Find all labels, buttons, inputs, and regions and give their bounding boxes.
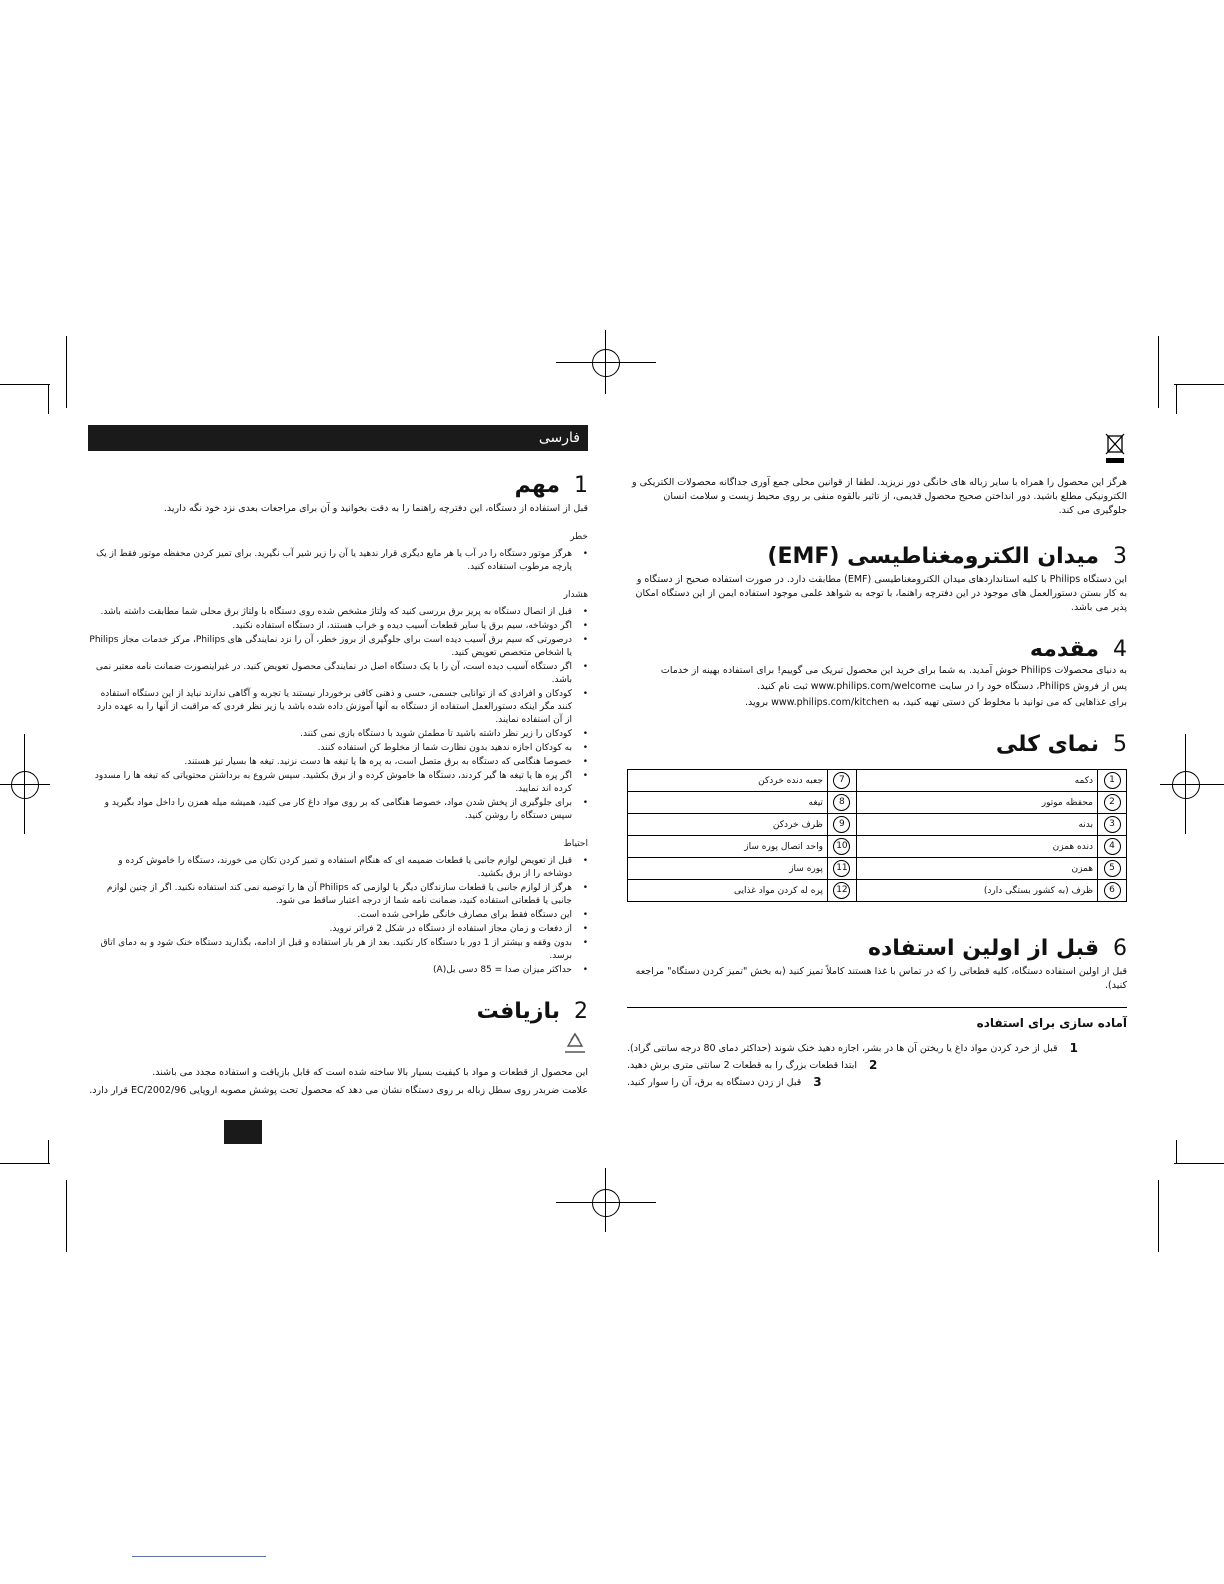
page-number-box: [224, 1120, 262, 1144]
list-item: • کودکان و افرادی که از توانایی جسمی، حسی و ذهنی کافی برخوردار نیستند یا تجربه و آگاهی ندارند نباید از این دستگاه استفاده کنند مگر اینکه دستورالعمل استفاده از دستگاه به آنها آموزش داده شده باشد یا زیر نظر فردی که مراقبت از آنها را به عهده دارد از آن استفاده نمایند.: [88, 688, 572, 727]
section-number: 1: [574, 473, 588, 498]
warning-list: [88, 606, 588, 823]
part-number: 1: [1104, 772, 1121, 789]
intro-line: برای غذاهایی که می توانید با مخلوط کن دستی تهیه کنید، به www.philips.com/kitchen بروید.: [745, 697, 1127, 708]
recycle-paragraph-2: علامت ضربدر روی سطل زباله بر روی دستگاه نشان می دهد که محصول تحت پوشش مصوبه اروپایی EC/2002/96 قرار دارد.: [89, 1085, 588, 1096]
section-2-heading: [88, 999, 588, 1024]
part-number: 7: [833, 772, 850, 789]
crop-mark: [48, 384, 49, 414]
part-number: 2: [1104, 794, 1121, 811]
weee-bin-icon: [1103, 430, 1127, 464]
first-use-paragraph: قبل از اولین استفاده دستگاه، کلیه قطعاتی را که در تماس با غذا هستند کاملاً تمیز کنید (به بخش "تمیز کردن دستگاه" مراجعه کنید).: [635, 966, 1127, 991]
section-6-heading: [627, 936, 1127, 961]
list-item: • به کودکان اجازه ندهید بدون نظارت شما از مخلوط کن استفاده کنند.: [88, 742, 572, 755]
part-number-cell: [827, 836, 856, 858]
part-number: 12: [833, 882, 850, 899]
section-5-heading: [627, 732, 1127, 757]
table-row: [628, 792, 1127, 814]
bottom-blue-line: [132, 1556, 266, 1557]
part-number: 3: [1104, 816, 1121, 833]
section-number: 4: [1113, 637, 1127, 662]
crop-mark: [1174, 1163, 1224, 1164]
emf-paragraph: این دستگاه Philips با کلیه استانداردهای میدان الکترومغناطیسی (EMF) مطابقت دارد. در صورت استفاده صحیح از دستگاه و به کار بستن دستورالعمل های موجود در این دفترچه راهنما، با توجه به شواهد علمی موجود استفاده ایمن از این دستگاه امکان پذیر می باشد.: [635, 574, 1127, 613]
list-item: • بدون وقفه و بیشتر از 1 دور با دستگاه کار نکنید. بعد از هر بار استفاده و قبل از ادامه، بگذارید دستگاه خنک شود و به دمای اتاق برسد.: [88, 937, 572, 963]
section-number: 2: [574, 999, 588, 1024]
part-number-cell: [1098, 814, 1127, 836]
weee-icon-wrap: [627, 430, 1127, 466]
part-number-cell: [827, 814, 856, 836]
part-label: همزن: [1071, 863, 1093, 874]
step-text: قبل از خرد کردن مواد داغ یا ریختن آن ها در بشر، اجازه دهید خنک شوند (حداکثر دمای 80 درجه سانتی گراد).: [627, 1043, 1058, 1054]
part-label: دکمه: [1074, 775, 1093, 786]
part-number-cell: [827, 858, 856, 880]
intro-line: پس از فروش Philips، دستگاه خود را در سایت www.philips.com/welcome ثبت نام کنید.: [757, 681, 1127, 692]
part-label-cell: [856, 880, 1097, 902]
part-label-cell: [628, 770, 828, 792]
list-item: • خصوصا هنگامی که دستگاه به برق متصل است، به پره ها یا تیغه ها دست نزنید. تیغه ها بسیار تیز هستند.: [88, 756, 572, 769]
list-item: • حداکثر میزان صدا = 85 دسی بل(A): [88, 964, 572, 977]
part-label: واحد اتصال پوره ساز: [744, 841, 823, 852]
registration-circle: [11, 771, 39, 799]
part-label: ظرف (به کشور بستگی دارد): [983, 885, 1093, 896]
step-number: 3: [813, 1075, 822, 1089]
list-item: • این دستگاه فقط برای مصارف خانگی طراحی شده است.: [88, 909, 572, 922]
list-item: • درصورتی که سیم برق آسیب دیده است برای جلوگیری از بروز خطر، آن را نزد نمایندگی های Philips، مرکز خدمات مجاز Philips یا اشخاص متخصص تعویض کنید.: [88, 634, 572, 660]
section-1-heading: [88, 473, 588, 498]
part-label-cell: [856, 770, 1097, 792]
part-label: دنده همزن: [1052, 841, 1093, 852]
part-label: تیغه: [808, 797, 823, 808]
part-number-cell: [1098, 880, 1127, 902]
part-number: 11: [833, 860, 850, 877]
list-item: • هرگز موتور دستگاه را در آب یا هر مایع دیگری قرار ندهید یا آن را زیر شیر آب نگیرید. برای تمیز کردن محفظه موتور فقط از یک پارچه مرطوب استفاده کنید.: [88, 548, 572, 574]
part-label-cell: [628, 880, 828, 902]
warning-label: هشدار: [563, 590, 588, 600]
step-text: قبل از زدن دستگاه به برق، آن را سوار کنید.: [627, 1077, 802, 1088]
part-label: محفظه موتور: [1041, 797, 1093, 808]
prep-step: [627, 1057, 1127, 1074]
section-title: مهم: [514, 473, 560, 498]
part-label-cell: [856, 836, 1097, 858]
prep-step: [627, 1074, 1127, 1091]
part-label-cell: [628, 858, 828, 880]
part-label-cell: [628, 792, 828, 814]
crop-mark: [1158, 1180, 1159, 1252]
crop-mark: [66, 336, 67, 408]
step-number: 1: [1069, 1041, 1078, 1055]
section-title: میدان الکترومغناطیسی (EMF): [767, 544, 1099, 569]
recycle-icon-wrap: [88, 1032, 588, 1060]
table-row: [628, 858, 1127, 880]
step-number: 2: [869, 1058, 878, 1072]
recycle-paragraph-1: این محصول از قطعات و مواد با کیفیت بسیار بالا ساخته شده است که قابل بازیافت و استفاده مجدد می باشند.: [152, 1067, 588, 1078]
caution-label: احتیاط: [563, 839, 588, 849]
part-number: 4: [1104, 838, 1121, 855]
danger-list: [88, 548, 588, 574]
caution-list: [88, 855, 588, 977]
table-row: [628, 770, 1127, 792]
crop-mark: [1176, 384, 1177, 414]
list-item: • اگر دوشاخه، سیم برق یا سایر قطعات آسیب دیده و خراب هستند، از دستگاه استفاده نکنید.: [88, 620, 572, 633]
part-number: 6: [1104, 882, 1121, 899]
part-number-cell: [1098, 792, 1127, 814]
intro-paragraph: قبل از استفاده از دستگاه، این دفترچه راهنما را به دقت بخوانید و آن برای مراجعات بعدی نزد خود نگه دارید.: [163, 503, 588, 514]
parts-overview-table: [627, 769, 1127, 902]
part-number: 5: [1104, 860, 1121, 877]
part-number-cell: [1098, 836, 1127, 858]
part-number-cell: [827, 770, 856, 792]
part-number: 9: [833, 816, 850, 833]
part-number-cell: [1098, 858, 1127, 880]
part-number: 8: [833, 794, 850, 811]
table-row: [628, 836, 1127, 858]
danger-label: خطر: [570, 532, 588, 542]
crop-mark: [66, 1180, 67, 1252]
crop-mark: [0, 1163, 50, 1164]
part-label-cell: [628, 814, 828, 836]
list-item: • قبل از تعویض لوازم جانبی یا قطعات ضمیمه ای که هنگام استفاده و تمیز کردن تکان می خورند، دستگاه را خاموش کرده و دوشاخه را از برق بکشید.: [88, 855, 572, 881]
crop-mark: [0, 384, 50, 385]
part-label: جعبه دنده خردکن: [758, 775, 823, 786]
section-title: نمای کلی: [995, 732, 1099, 757]
section-title: بازیافت: [476, 999, 560, 1024]
part-label-cell: [628, 836, 828, 858]
prep-steps: [627, 1040, 1127, 1091]
table-row: [628, 880, 1127, 902]
step-text: ابتدا قطعات بزرگ را به قطعات 2 سانتی متری برش دهید.: [627, 1060, 857, 1071]
list-item: • اگر دستگاه آسیب دیده است، آن را با یک دستگاه اصل در نمایندگی محصول تعویض کنید. در غیراینصورت ضمانت نامه معتبر نمی باشد.: [88, 661, 572, 687]
registration-circle: [592, 349, 620, 377]
part-number: 10: [833, 838, 850, 855]
list-item: • هرگز از لوازم جانبی یا قطعات سازندگان دیگر یا لوازمی که Philips آن ها را توصیه نمی کند استفاده نکنید. اگر از چنین لوازم جانبی یا قطعاتی استفاده کنید، ضمانت نامه شما از درجه اعتبار ساقط می شود.: [88, 882, 572, 908]
table-row: [628, 814, 1127, 836]
part-number-cell: [1098, 770, 1127, 792]
part-number-cell: [827, 880, 856, 902]
weee-paragraph: هرگز این محصول را همراه با سایر زباله های خانگی دور نریزید. لطفا از قوانین محلی جمع آوری جداگانه محصولات الکتریکی و الکترونیکی مطلع باشید. دور انداختن صحیح محصول قدیمی، از تاثیر بالقوه منفی بر روی محیط زیست و سلامت انسان جلوگیری می کند.: [631, 477, 1127, 516]
section-number: 6: [1113, 936, 1127, 961]
list-item: • از دفعات و زمان مجاز استفاده از دستگاه در شکل 2 فراتر نروید.: [88, 923, 572, 936]
recycle-icon: [562, 1032, 588, 1056]
section-3-heading: [627, 544, 1127, 569]
left-column: [88, 425, 588, 1144]
list-item: • برای جلوگیری از پخش شدن مواد، خصوصا هنگامی که بر روی مواد داغ کار می کنید، همیشه میله همزن را داخل مواد بگیرید و سپس دستگاه را روشن کنید.: [88, 797, 572, 823]
part-label: پره له کردن مواد غذایی: [733, 885, 823, 896]
section-4-heading: [627, 637, 1127, 662]
part-label-cell: [856, 814, 1097, 836]
crop-mark: [1174, 384, 1224, 385]
section-title: مقدمه: [1029, 637, 1099, 662]
part-label-cell: [856, 792, 1097, 814]
crop-mark: [1176, 1140, 1177, 1164]
part-label: ظرف خردکن: [772, 819, 823, 830]
crop-mark: [48, 1140, 49, 1164]
list-item: • کودکان را زیر نظر داشته باشید تا مطمئن شوید با دستگاه بازی نمی کنند.: [88, 728, 572, 741]
section-number: 5: [1113, 732, 1127, 757]
list-item: • قبل از اتصال دستگاه به پریز برق بررسی کنید که ولتاژ مشخص شده روی دستگاه با ولتاژ برق محلی شما مطابقت داشته باشد.: [88, 606, 572, 619]
intro-line: به دنیای محصولات Philips خوش آمدید. به شما برای خرید این محصول تبریک می گوییم! برای استفاده بهینه از خدمات: [660, 665, 1127, 676]
prep-step: [627, 1040, 1127, 1057]
part-label-cell: [856, 858, 1097, 880]
divider: [627, 1007, 1127, 1008]
language-tab: فارسی: [88, 425, 588, 451]
registration-circle: [592, 1189, 620, 1217]
list-item: • اگر پره ها یا تیغه ها گیر کردند، دستگاه ها خاموش کرده و از برق بکشید. سپس شروع به برداشتن محتویاتی که تیغه ها را مسدود کرده اند نمایید.: [88, 770, 572, 796]
part-number-cell: [827, 792, 856, 814]
part-label: بدنه: [1078, 819, 1093, 830]
prep-title: آماده سازی برای استفاده: [976, 1016, 1127, 1030]
right-column: [627, 430, 1127, 1091]
section-number: 3: [1113, 544, 1127, 569]
section-title: قبل از اولین استفاده: [868, 936, 1099, 961]
registration-circle: [1172, 771, 1200, 799]
crop-mark: [1158, 336, 1159, 408]
part-label: پوره ساز: [789, 863, 823, 874]
